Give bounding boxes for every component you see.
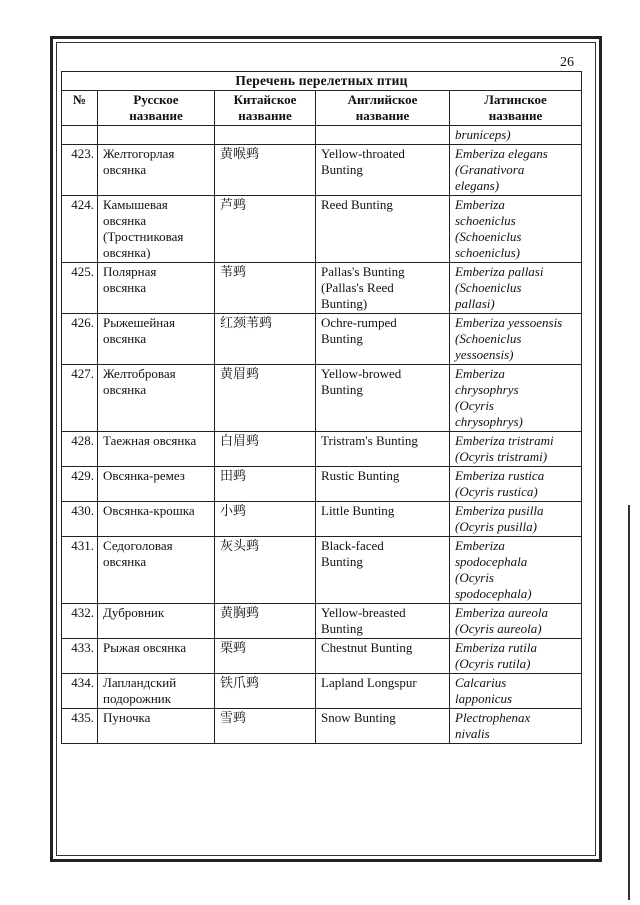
russian-line: овсянка <box>103 162 147 177</box>
latin-line: bruniceps) <box>455 127 511 142</box>
header-russian <box>98 91 215 126</box>
continuation-row <box>62 126 582 145</box>
english-cell <box>316 314 450 365</box>
russian-line: овсянка <box>103 331 147 346</box>
english-cell <box>316 537 450 604</box>
english-line: Pallas's Bunting <box>321 264 405 279</box>
latin-line: yessoensis) <box>455 347 514 362</box>
english-line: Bunting <box>321 162 363 177</box>
table-row <box>62 467 582 502</box>
russian-cell <box>98 604 215 639</box>
table-row <box>62 604 582 639</box>
header-russian-line: название <box>129 108 183 123</box>
continuation-english-cell <box>316 126 450 145</box>
latin-line: Emberiza elegans <box>455 146 548 161</box>
chinese-cell <box>215 432 316 467</box>
english-line: Rustic Bunting <box>321 468 400 483</box>
english-line: Bunting <box>321 331 363 346</box>
latin-line: (Ocyris tristrami) <box>455 449 548 464</box>
russian-line: (Тростниковая <box>103 229 184 244</box>
russian-line: овсянка <box>103 382 147 397</box>
russian-line: Лапландский <box>103 675 177 690</box>
num-cell: 434. <box>62 674 98 709</box>
english-line: Chestnut Bunting <box>321 640 413 655</box>
latin-line: (Ocyris rustica) <box>455 484 538 499</box>
latin-line: Emberiza pusilla <box>455 503 544 518</box>
english-line: Bunting <box>321 621 363 636</box>
chinese-cell <box>215 674 316 709</box>
english-line: Tristram's Bunting <box>321 433 418 448</box>
latin-line: spodocephala) <box>455 586 532 601</box>
english-line: Little Bunting <box>321 503 395 518</box>
latin-line: lapponicus <box>455 691 513 706</box>
english-line: (Pallas's Reed <box>321 280 394 295</box>
english-cell <box>316 196 450 263</box>
chinese-cell <box>215 314 316 365</box>
latin-line: (Granativora <box>455 162 525 177</box>
russian-cell <box>98 145 215 196</box>
chinese-cell <box>215 502 316 537</box>
chinese-line: 黄喉鹀 <box>220 146 260 161</box>
chinese-line: 黄眉鹀 <box>220 366 260 381</box>
latin-line: (Ocyris pusilla) <box>455 519 537 534</box>
latin-line: (Ocyris <box>455 398 494 413</box>
latin-line: Emberiza <box>455 197 505 212</box>
english-cell <box>316 365 450 432</box>
russian-cell <box>98 502 215 537</box>
page-number: 26 <box>560 55 574 70</box>
russian-line: Дубровник <box>103 605 165 620</box>
table-row <box>62 502 582 537</box>
latin-line: schoeniclus <box>455 213 516 228</box>
header-english-line: Английское <box>347 92 418 107</box>
english-line: Lapland Longspur <box>321 675 417 690</box>
russian-cell <box>98 432 215 467</box>
russian-line: Желтобровая <box>103 366 176 381</box>
table-row <box>62 674 582 709</box>
english-line: Snow Bunting <box>321 710 396 725</box>
latin-cell <box>450 314 582 365</box>
table-row <box>62 432 582 467</box>
russian-line: Желтогорлая <box>103 146 175 161</box>
chinese-cell <box>215 709 316 744</box>
latin-line: Emberiza yessoensis <box>455 315 563 330</box>
russian-line: Овсянка-крошка <box>103 503 195 518</box>
latin-cell <box>450 674 582 709</box>
header-num: № <box>62 91 98 126</box>
latin-line: Emberiza <box>455 366 505 381</box>
english-line: Bunting) <box>321 296 368 311</box>
english-cell <box>316 709 450 744</box>
latin-line: Emberiza pallasi <box>455 264 544 279</box>
latin-line: Emberiza rustica <box>455 468 545 483</box>
latin-line: Emberiza tristrami <box>455 433 554 448</box>
num-cell: 425. <box>62 263 98 314</box>
english-line: Black-faced <box>321 538 384 553</box>
latin-cell <box>450 709 582 744</box>
header-latin-line: Латинское <box>484 92 547 107</box>
table-row <box>62 639 582 674</box>
english-line: Yellow-throated <box>321 146 405 161</box>
chinese-line: 红颈苇鹀 <box>220 315 273 330</box>
num-cell: 429. <box>62 467 98 502</box>
num-cell: 424. <box>62 196 98 263</box>
num-cell: 427. <box>62 365 98 432</box>
chinese-cell <box>215 639 316 674</box>
header-russian-line: Русское <box>133 92 179 107</box>
latin-cell <box>450 537 582 604</box>
latin-line: chrysophrys <box>455 382 519 397</box>
table-title: Перечень перелетных птиц <box>62 72 582 91</box>
english-line: Ochre-rumped <box>321 315 397 330</box>
latin-cell <box>450 432 582 467</box>
table-row <box>62 365 582 432</box>
latin-cell <box>450 639 582 674</box>
russian-cell <box>98 314 215 365</box>
migratory-birds-table <box>61 71 582 744</box>
russian-cell <box>98 639 215 674</box>
table-row <box>62 537 582 604</box>
table-row <box>62 709 582 744</box>
latin-line: (Ocyris <box>455 570 494 585</box>
continuation-chinese-cell <box>215 126 316 145</box>
latin-line: Plectrophenax <box>455 710 531 725</box>
header-chinese-line: Китайское <box>233 92 297 107</box>
russian-cell <box>98 365 215 432</box>
russian-line: Камышевая <box>103 197 168 212</box>
latin-cell <box>450 196 582 263</box>
russian-cell <box>98 196 215 263</box>
english-line: Yellow-browed <box>321 366 402 381</box>
russian-cell <box>98 263 215 314</box>
latin-cell <box>450 467 582 502</box>
english-line: Reed Bunting <box>321 197 393 212</box>
chinese-line: 铁爪鹀 <box>220 675 260 690</box>
chinese-line: 小鹀 <box>220 503 247 518</box>
continuation-num-cell <box>62 126 98 145</box>
russian-cell <box>98 709 215 744</box>
table-header-row <box>62 91 582 126</box>
chinese-cell <box>215 604 316 639</box>
russian-line: подорожник <box>103 691 172 706</box>
chinese-line: 田鹀 <box>220 468 247 483</box>
russian-line: Рыжешейная <box>103 315 175 330</box>
chinese-line: 灰头鹀 <box>220 538 260 553</box>
latin-line: chrysophrys) <box>455 414 523 429</box>
latin-cell <box>450 604 582 639</box>
latin-line: pallasi) <box>455 296 495 311</box>
chinese-cell <box>215 145 316 196</box>
russian-cell <box>98 467 215 502</box>
table-row <box>62 314 582 365</box>
header-latin-line: название <box>488 108 543 123</box>
english-cell <box>316 502 450 537</box>
russian-line: Седоголовая <box>103 538 173 553</box>
header-chinese <box>215 91 316 126</box>
latin-cell <box>450 502 582 537</box>
chinese-cell <box>215 365 316 432</box>
latin-line: Emberiza <box>455 538 505 553</box>
header-english <box>316 91 450 126</box>
russian-line: овсянка <box>103 554 147 569</box>
latin-line: nivalis <box>455 726 490 741</box>
english-line: Bunting <box>321 382 363 397</box>
english-cell <box>316 145 450 196</box>
russian-line: овсянка <box>103 213 147 228</box>
header-latin <box>450 91 582 126</box>
english-line: Yellow-breasted <box>321 605 406 620</box>
table-title-row <box>62 72 582 91</box>
latin-line: Calcarius <box>455 675 507 690</box>
latin-line: schoeniclus) <box>455 245 520 260</box>
chinese-line: 栗鹀 <box>220 640 247 655</box>
latin-cell <box>450 365 582 432</box>
num-cell: 431. <box>62 537 98 604</box>
russian-cell <box>98 674 215 709</box>
english-cell <box>316 639 450 674</box>
russian-cell <box>98 537 215 604</box>
latin-line: (Schoeniclus <box>455 331 522 346</box>
english-cell <box>316 467 450 502</box>
scan-edge-line <box>628 505 630 900</box>
num-cell: 435. <box>62 709 98 744</box>
continuation-russian-cell <box>98 126 215 145</box>
chinese-line: 白眉鹀 <box>220 433 260 448</box>
latin-line: elegans) <box>455 178 500 193</box>
english-cell <box>316 432 450 467</box>
english-cell <box>316 604 450 639</box>
russian-line: Рыжая овсянка <box>103 640 187 655</box>
russian-line: овсянка) <box>103 245 151 260</box>
chinese-cell <box>215 263 316 314</box>
table-row <box>62 196 582 263</box>
chinese-line: 苇鹀 <box>220 264 247 279</box>
latin-line: (Schoeniclus <box>455 280 522 295</box>
chinese-line: 芦鹀 <box>220 197 247 212</box>
english-cell <box>316 263 450 314</box>
header-english-line: название <box>355 108 410 123</box>
chinese-cell <box>215 467 316 502</box>
table-row <box>62 145 582 196</box>
latin-line: (Ocyris aureola) <box>455 621 542 636</box>
num-cell: 432. <box>62 604 98 639</box>
english-cell <box>316 674 450 709</box>
table-row <box>62 263 582 314</box>
num-cell: 433. <box>62 639 98 674</box>
russian-line: Таежная овсянка <box>103 433 197 448</box>
continuation-latin-cell <box>450 126 582 145</box>
latin-line: Emberiza rutila <box>455 640 537 655</box>
english-line: Bunting <box>321 554 363 569</box>
num-cell: 426. <box>62 314 98 365</box>
latin-line: spodocephala <box>455 554 528 569</box>
num-cell: 430. <box>62 502 98 537</box>
latin-line: (Schoeniclus <box>455 229 522 244</box>
header-chinese-line: название <box>238 108 292 123</box>
russian-line: Полярная <box>103 264 157 279</box>
latin-cell <box>450 145 582 196</box>
russian-line: овсянка <box>103 280 147 295</box>
chinese-cell <box>215 196 316 263</box>
chinese-line: 雪鹀 <box>220 710 247 725</box>
table-body <box>62 126 582 744</box>
latin-line: (Ocyris rutila) <box>455 656 531 671</box>
chinese-line: 黄胸鹀 <box>220 605 260 620</box>
latin-line: Emberiza aureola <box>455 605 549 620</box>
latin-cell <box>450 263 582 314</box>
russian-line: Овсянка-ремез <box>103 468 185 483</box>
num-cell: 423. <box>62 145 98 196</box>
russian-line: Пуночка <box>103 710 151 725</box>
chinese-cell <box>215 537 316 604</box>
num-cell: 428. <box>62 432 98 467</box>
